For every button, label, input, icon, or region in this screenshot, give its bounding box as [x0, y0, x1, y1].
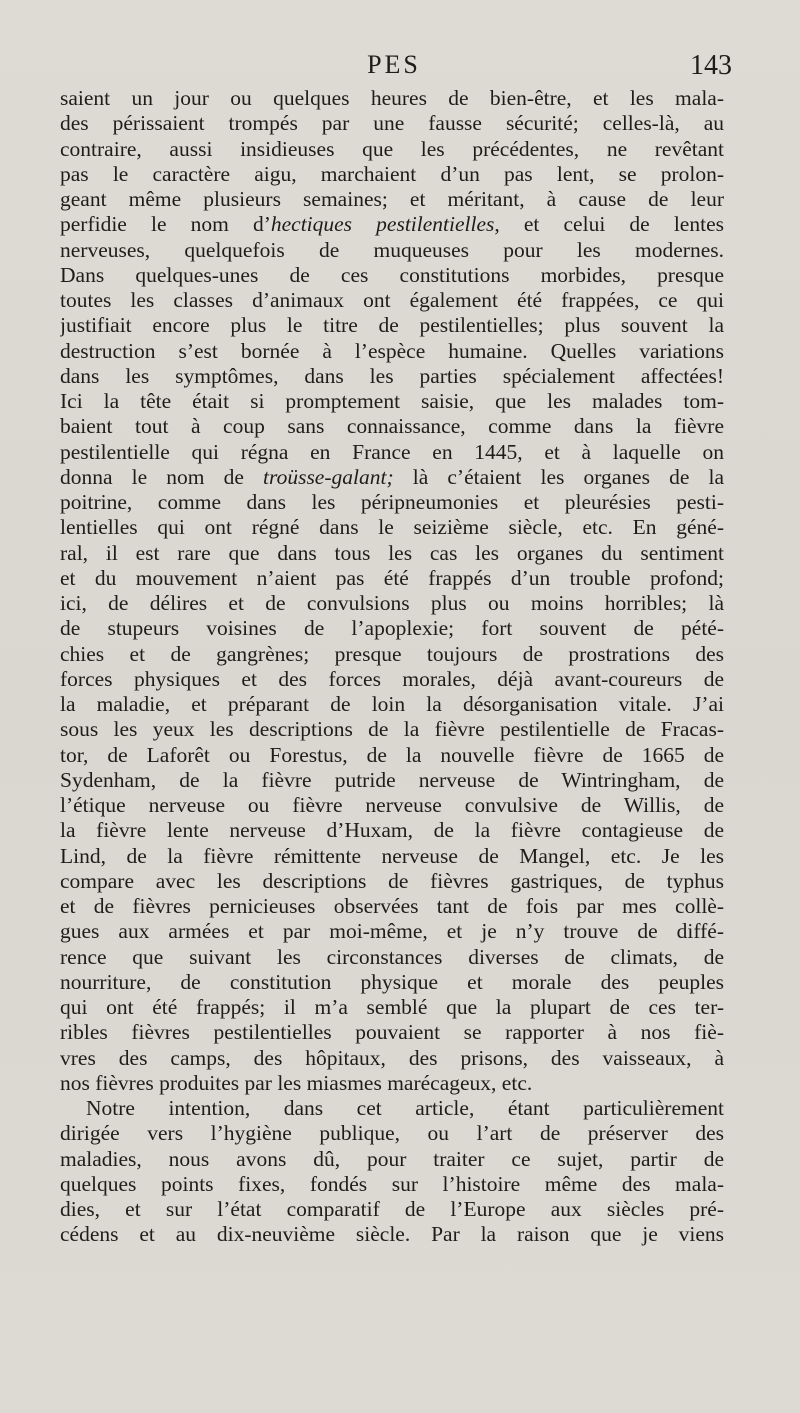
italic-term: troüsse-galant; [263, 464, 394, 489]
text-line: ici, de délires et de convulsions plus ou moins horribles; là [60, 591, 724, 615]
text-line: et du mouvement n’aient pas été frappés d’un trouble profond; [60, 565, 724, 590]
text-run: perfidie le nom d’ [60, 212, 271, 237]
text-line [60, 465, 724, 490]
text-line: l’étique nerveuse ou fièvre nerveuse convulsive de Willis, de [60, 793, 724, 817]
text-line: dies, et sur l’état comparatif de l’Europe aux siècles pré- [60, 1197, 724, 1221]
page-number: 143 [690, 50, 732, 81]
text-line: gues aux armées et par moi-même, et je n’y trouve de diffé- [60, 919, 724, 944]
text-line: Lind, de la fièvre rémittente nerveuse de Mangel, etc. Je les [60, 843, 724, 868]
text-line: Dans quelques-unes de ces constitutions morbides, presque [60, 262, 724, 287]
text-line: nerveuses, quelquefois de muqueuses pour les modernes. [60, 237, 724, 262]
text-line: lentielles qui ont régné dans le seizième siècle, etc. En géné- [60, 515, 724, 540]
text-line: Sydenham, de la fièvre putride nerveuse de Wintringham, de [60, 767, 724, 792]
text-line: toutes les classes d’animaux ont également été frappées, ce qui [60, 288, 724, 312]
text-line: forces physiques et des forces morales, déjà avant-coureurs de [60, 666, 724, 691]
text-line: Ici la tête était si promptement saisie, que les malades tom- [60, 389, 724, 413]
text-line: pas le caractère aigu, marchaient d’un pas lent, se prolon- [60, 161, 724, 186]
text-run: , et celui de lentes [494, 212, 724, 237]
text-line: contraire, aussi insidieuses que les précédentes, ne revêtant [60, 136, 724, 161]
text-line: saient un jour ou quelques heures de bien-être, et les mala- [60, 86, 724, 110]
text-line: sous les yeux les descriptions de la fièvre pestilentielle de Fracas- [60, 717, 724, 742]
text-line: quelques points fixes, fondés sur l’histoire même des mala- [60, 1171, 724, 1196]
text-line: qui ont été frappés; il m’a semblé que la plupart de ces ter- [60, 995, 724, 1019]
text-line: ral, il est rare que dans tous les cas les organes du sentiment [60, 540, 724, 565]
text-line: tor, de Laforêt ou Forestus, de la nouvelle fièvre de 1665 de [60, 742, 724, 767]
text-line: justifiait encore plus le titre de pestilentielles; plus souvent la [60, 313, 724, 338]
text-line: de stupeurs voisines de l’apoplexie; fort souvent de pété- [60, 616, 724, 641]
text-run: là c’étaient les organes de la [393, 464, 724, 489]
text-line: rence que suivant les circonstances diverses de climats, de [60, 944, 724, 969]
text-line: ribles fièvres pestilentielles pouvaient se rapporter à nos fiè- [60, 1020, 724, 1045]
text-run: donna le nom de [60, 464, 264, 489]
text-line: maladies, nous avons dû, pour traiter ce sujet, partir de [60, 1146, 724, 1171]
text-line: compare avec les descriptions de fièvres gastriques, de typhus [60, 868, 724, 893]
text-line: baient tout à coup sans connaissance, comme dans la fièvre [60, 414, 724, 439]
text-line: et de fièvres pernicieuses observées tant de fois par mes collè- [60, 894, 724, 918]
italic-term: hectiques pestilentielles [270, 212, 495, 237]
text-line: geant même plusieurs semaines; et méritant, à cause de leur [60, 187, 724, 211]
text-line: nourriture, de constitution physique et morale des peuples [60, 969, 724, 994]
text-line: chies et de gangrènes; presque toujours de prostrations des [60, 641, 724, 666]
body-text [60, 86, 724, 1248]
text-line: cédens et au dix-neuvième siècle. Par la raison que je viens [60, 1222, 724, 1247]
running-head [56, 50, 732, 86]
text-line: Notre intention, dans cet article, étant particulièrement [86, 1096, 724, 1120]
text-line: la maladie, et préparant de loin la désorganisation vitale. J’ai [60, 692, 724, 716]
text-line: dans les symptômes, dans les parties spécialement affectées! [60, 363, 724, 388]
text-line: dirigée vers l’hygiène publique, ou l’art de préserver des [60, 1121, 724, 1146]
running-title: PES [367, 50, 421, 79]
text-line: pestilentielle qui régna en France en 1445, et à laquelle on [60, 439, 724, 464]
text-line: la fièvre lente nerveuse d’Huxam, de la fièvre contagieuse de [60, 818, 724, 843]
text-line [60, 212, 724, 237]
text-line: vres des camps, des hôpitaux, des prisons, des vaisseaux, à [60, 1045, 724, 1070]
text-line: des périssaient trompés par une fausse sécurité; celles-là, au [60, 111, 724, 136]
text-line: nos fièvres produites par les miasmes marécageux, etc. [60, 1070, 533, 1095]
text-line: destruction s’est bornée à l’espèce humaine. Quelles variations [60, 338, 724, 363]
text-line: poitrine, comme dans les péripneumonies et pleurésies pesti- [60, 490, 724, 514]
